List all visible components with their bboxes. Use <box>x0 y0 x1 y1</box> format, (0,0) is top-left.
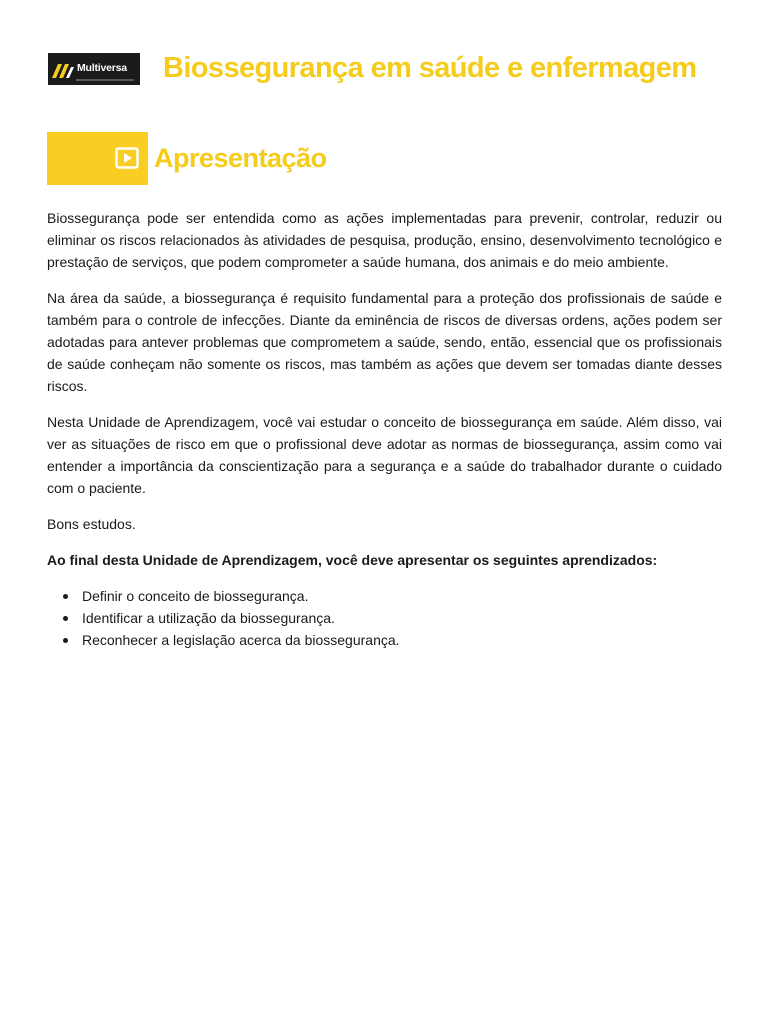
document-title: Biossegurança em saúde e enfermagem <box>163 52 697 84</box>
main-content <box>47 207 722 651</box>
list-item <box>47 607 722 629</box>
paragraph-intro: Biossegurança pode ser entendida como as ações implementadas para prevenir, controlar, reduzir ou eliminar os riscos relacionados às atividades de pesquisa, produção, ensino, desenvolvimento tecnológico e prestação de serviços, que podem comprometer a saúde humana, dos animais e do meio ambiente. <box>47 210 722 270</box>
paragraph-closing: Bons estudos. <box>47 516 136 532</box>
section-header <box>47 132 327 185</box>
objectives-list <box>47 585 722 651</box>
paragraph-unit-overview: Nesta Unidade de Aprendizagem, você vai estudar o conceito de biossegurança em saúde. Além disso, vai ver as situações de risco em que o profissional deve adotar as normas de biossegurança, assim como vai entender a importância da conscientização para a segurança e a saúde do trabalhador durante o cuidado com o paciente. <box>47 414 722 496</box>
list-item <box>47 585 722 607</box>
play-icon <box>115 147 139 169</box>
list-item-text: Identificar a utilização da biossegurança. <box>82 610 335 626</box>
logo-tagline-bar <box>76 79 134 81</box>
logo-mark-icon <box>52 60 74 78</box>
list-item-text: Definir o conceito de biossegurança. <box>82 588 309 604</box>
bullet-icon <box>63 638 68 643</box>
bullet-icon <box>63 594 68 599</box>
list-item <box>47 629 722 651</box>
bullet-icon <box>63 616 68 621</box>
document-header <box>48 52 696 85</box>
section-accent-block <box>47 132 148 185</box>
multiversa-logo <box>48 53 140 85</box>
section-title: Apresentação <box>154 143 327 173</box>
logo-text: Multiversa <box>77 62 127 75</box>
list-item-text: Reconhecer a legislação acerca da biossegurança. <box>82 632 400 648</box>
paragraph-health-area: Na área da saúde, a biossegurança é requisito fundamental para a proteção dos profissionais de saúde e também para o controle de infecções. Diante da eminência de riscos de diversas ordens, ações podem ser adotadas para antever problemas que comprometem a saúde, sendo, então, essencial que os profissionais de saúde conheçam não somente os riscos, mas também as ações que devem ser tomadas diante desses riscos. <box>47 290 722 394</box>
objectives-heading: Ao final desta Unidade de Aprendizagem, você deve apresentar os seguintes aprendizados: <box>47 552 658 568</box>
